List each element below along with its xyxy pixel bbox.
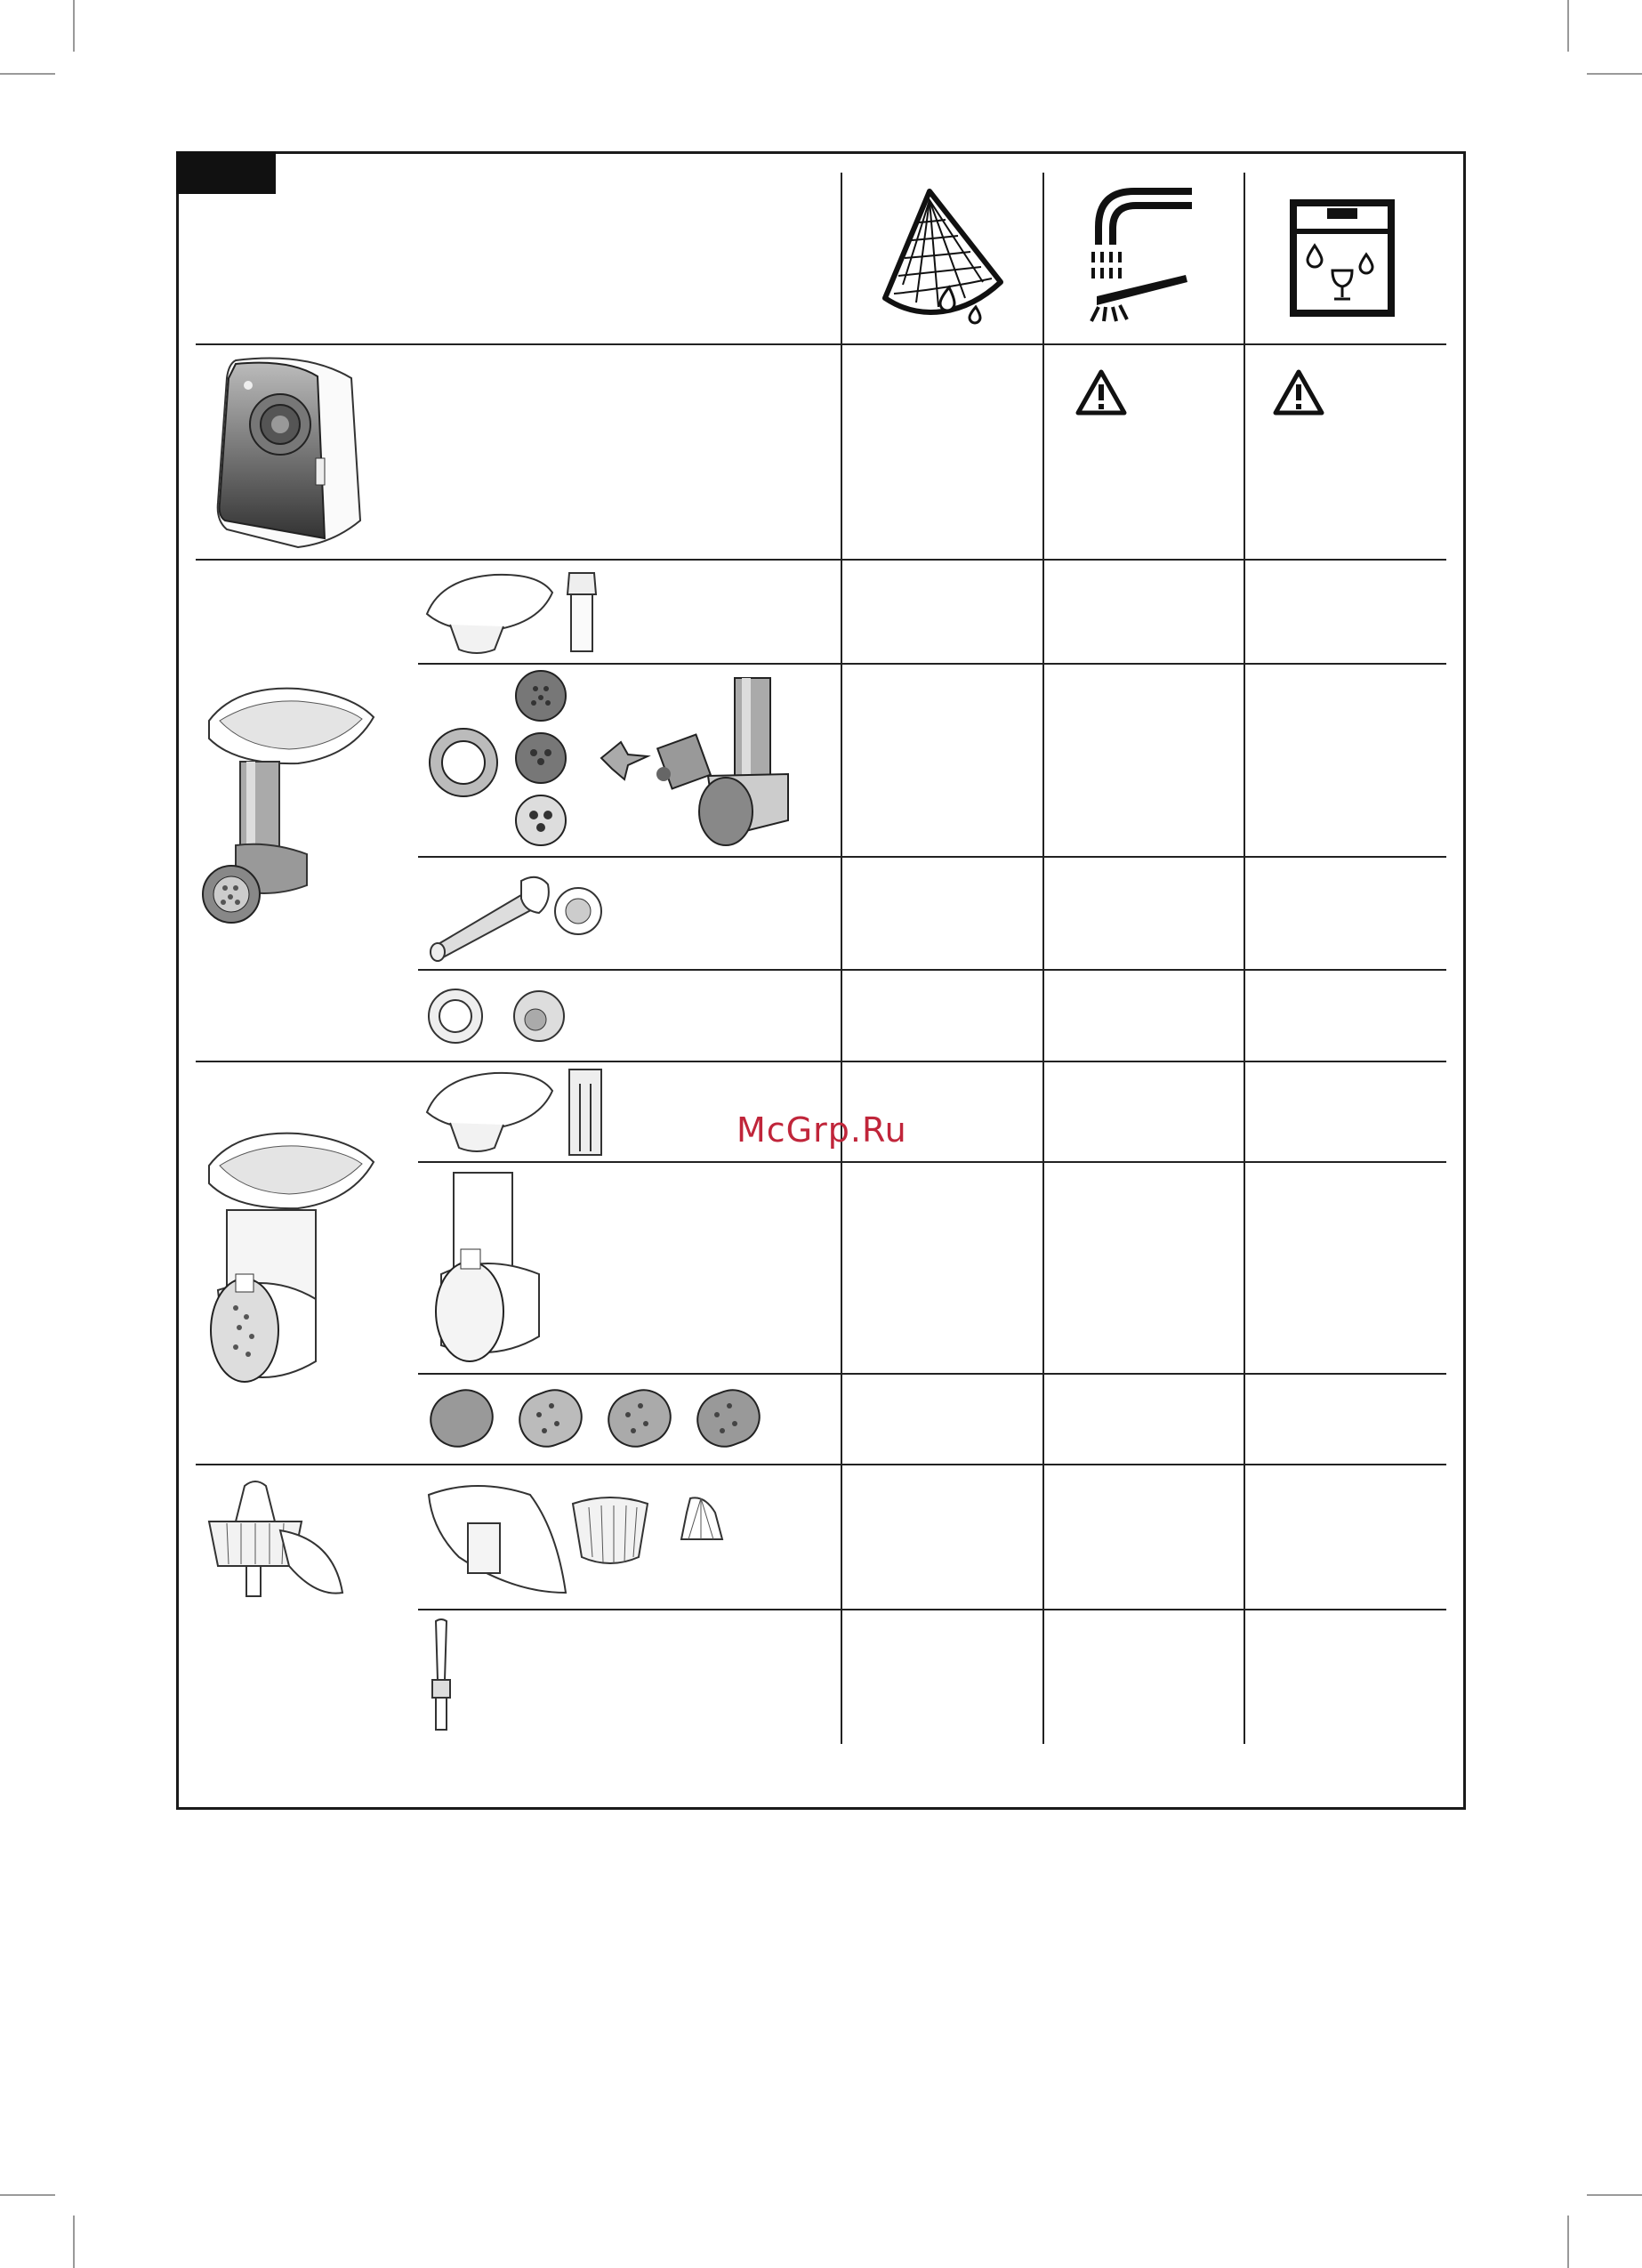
drip-dry-cloth-icon bbox=[876, 182, 1010, 325]
crop-mark bbox=[1587, 73, 1642, 75]
row-divider bbox=[196, 1464, 1446, 1465]
mincer-parts-illustration bbox=[423, 669, 806, 852]
grater-assembly-illustration bbox=[200, 1130, 378, 1397]
row-divider bbox=[418, 663, 1446, 665]
crop-mark bbox=[1567, 2216, 1569, 2268]
grater-drums-illustration bbox=[423, 1379, 779, 1459]
kebbe-attachment-illustration bbox=[423, 979, 575, 1050]
motor-unit-illustration bbox=[200, 351, 369, 556]
crop-mark bbox=[73, 0, 75, 52]
watermark: McGrp.Ru bbox=[736, 1110, 907, 1150]
column-divider bbox=[1042, 173, 1044, 1744]
crop-mark bbox=[0, 73, 55, 75]
warning-triangle-icon bbox=[1272, 368, 1325, 416]
row-divider bbox=[196, 343, 1446, 345]
food-pusher-illustration bbox=[566, 1066, 605, 1158]
row-divider bbox=[418, 1373, 1446, 1375]
sausage-attachment-illustration bbox=[423, 863, 610, 963]
food-pusher-illustration bbox=[564, 568, 600, 657]
column-divider bbox=[1244, 173, 1245, 1744]
crop-mark bbox=[1567, 0, 1569, 52]
running-tap-water-icon bbox=[1081, 182, 1196, 325]
meat-mincer-assembly-illustration bbox=[200, 685, 378, 943]
crop-mark bbox=[0, 2194, 55, 2196]
crop-mark bbox=[73, 2216, 75, 2268]
row-divider bbox=[418, 969, 1446, 971]
grater-housing-illustration bbox=[423, 1167, 548, 1368]
citrus-press-assembly-illustration bbox=[200, 1477, 351, 1606]
crop-mark bbox=[1587, 2194, 1642, 2196]
row-divider bbox=[196, 1061, 1446, 1062]
row-divider bbox=[418, 1609, 1446, 1610]
row-divider bbox=[418, 856, 1446, 858]
food-tray-illustration bbox=[423, 569, 557, 658]
ring-nut-icon bbox=[430, 729, 497, 796]
page-tab bbox=[176, 151, 276, 194]
row-divider bbox=[196, 559, 1446, 561]
citrus-shaft-illustration bbox=[423, 1618, 459, 1735]
column-divider bbox=[841, 173, 842, 1744]
food-tray-illustration bbox=[423, 1068, 557, 1157]
dishwasher-icon bbox=[1288, 196, 1398, 320]
warning-triangle-icon bbox=[1075, 368, 1128, 416]
row-divider bbox=[418, 1161, 1446, 1163]
citrus-press-parts-illustration bbox=[423, 1477, 761, 1602]
